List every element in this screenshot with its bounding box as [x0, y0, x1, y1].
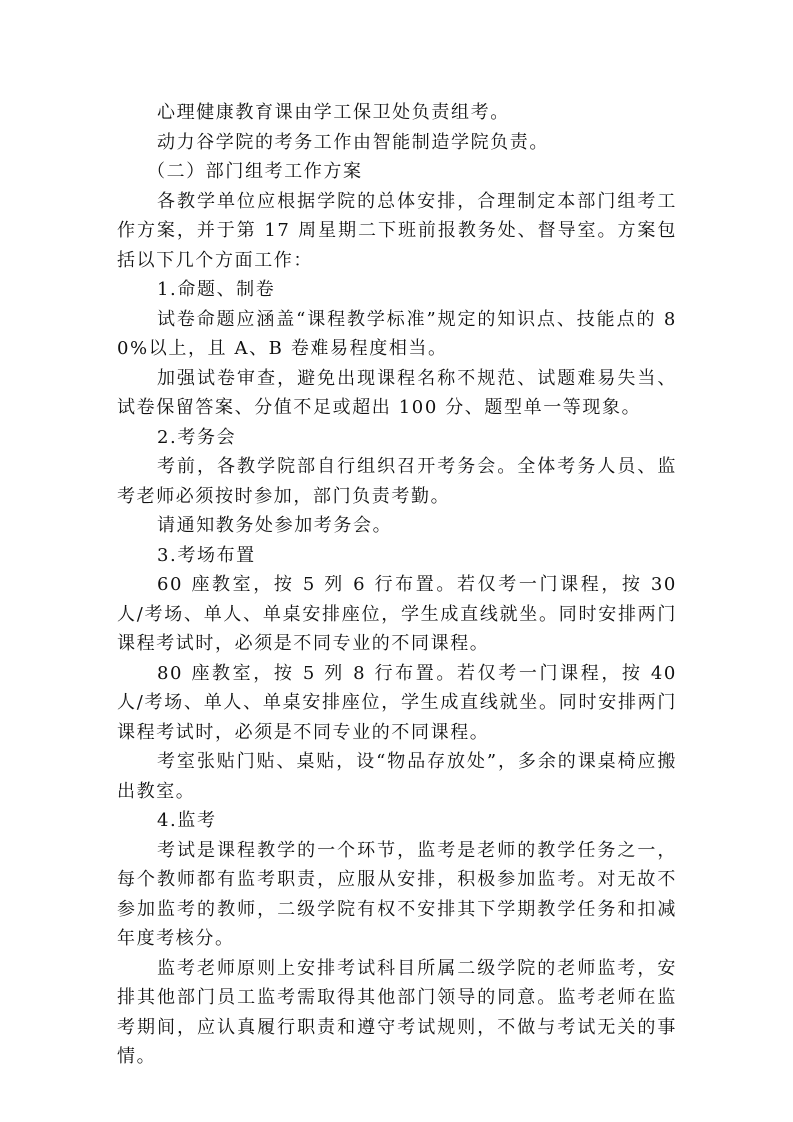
paragraph-80-seat-room: 80 座教室，按 5 列 8 行布置。若仅考一门课程，按 40 人/考场、单人、单桌安排座位，学生成直线就坐。同时安排两门课程考试时，必须是不同专业的不同课程。	[117, 662, 677, 743]
paragraph-exam-meeting: 考前，各教学院部自行组织召开考务会。全体考务人员、监考老师必须按时参加，部门负责考勤。	[117, 456, 677, 507]
paragraph-psych-exam: 心理健康教育课由学工保卫处负责组考。	[157, 102, 510, 123]
document-body	[117, 98, 677, 1072]
paragraph-invigilation-duty: 考试是课程教学的一个环节，监考是老师的教学任务之一，每个教师都有监考职责，应服从安排，积极参加监考。对无故不参加监考的教师，二级学院有权不安排其下学期教学任务和扣减年度考核分。	[117, 839, 677, 949]
paragraph-paper-coverage: 试卷命题应涵盖“课程教学标准”规定的知识点、技能点的 80%以上，且 A、B 卷难易程度相当。	[117, 308, 677, 359]
subheading-exam-meeting: 2.考务会	[157, 426, 237, 448]
section-heading-department-plan: （二）部门组考工作方案	[147, 161, 363, 182]
paragraph-notify-office: 请通知教务处参加考务会。	[157, 515, 393, 536]
subheading-invigilation: 4.监考	[157, 810, 217, 831]
paragraph-60-seat-room: 60 座教室，按 5 列 6 行布置。若仅考一门课程，按 30 人/考场、单人、单桌安排座位，学生成直线就坐。同时安排两门课程考试时，必须是不同专业的不同课程。	[117, 574, 677, 654]
subheading-paper-setting: 1.命题、制卷	[157, 279, 276, 300]
paragraph-paper-review: 加强试卷审查，避免出现课程名称不规范、试题难易失当、试卷保留答案、分值不足或超出 100 分、题型单一等现象。	[117, 367, 677, 418]
paragraph-dynamic-valley: 动力谷学院的考务工作由智能制造学院负责。	[157, 131, 549, 153]
paragraph-department-plan: 各教学单位应根据学院的总体安排，合理制定本部门组考工作方案，并于第 17 周星期二下班前报教务处、督导室。方案包括以下几个方面工作：	[117, 190, 677, 271]
paragraph-invigilator-assignment: 监考老师原则上安排考试科目所属二级学院的老师监考，安排其他部门员工监考需取得其他部门领导的同意。监考老师在监考期间，应认真履行职责和遵守考试规则，不做与考试无关的事情。	[117, 957, 677, 1067]
subheading-room-layout: 3.考场布置	[157, 544, 256, 566]
paragraph-room-signs: 考室张贴门贴、桌贴，设“物品存放处”，多余的课桌椅应搬出教室。	[117, 751, 677, 802]
